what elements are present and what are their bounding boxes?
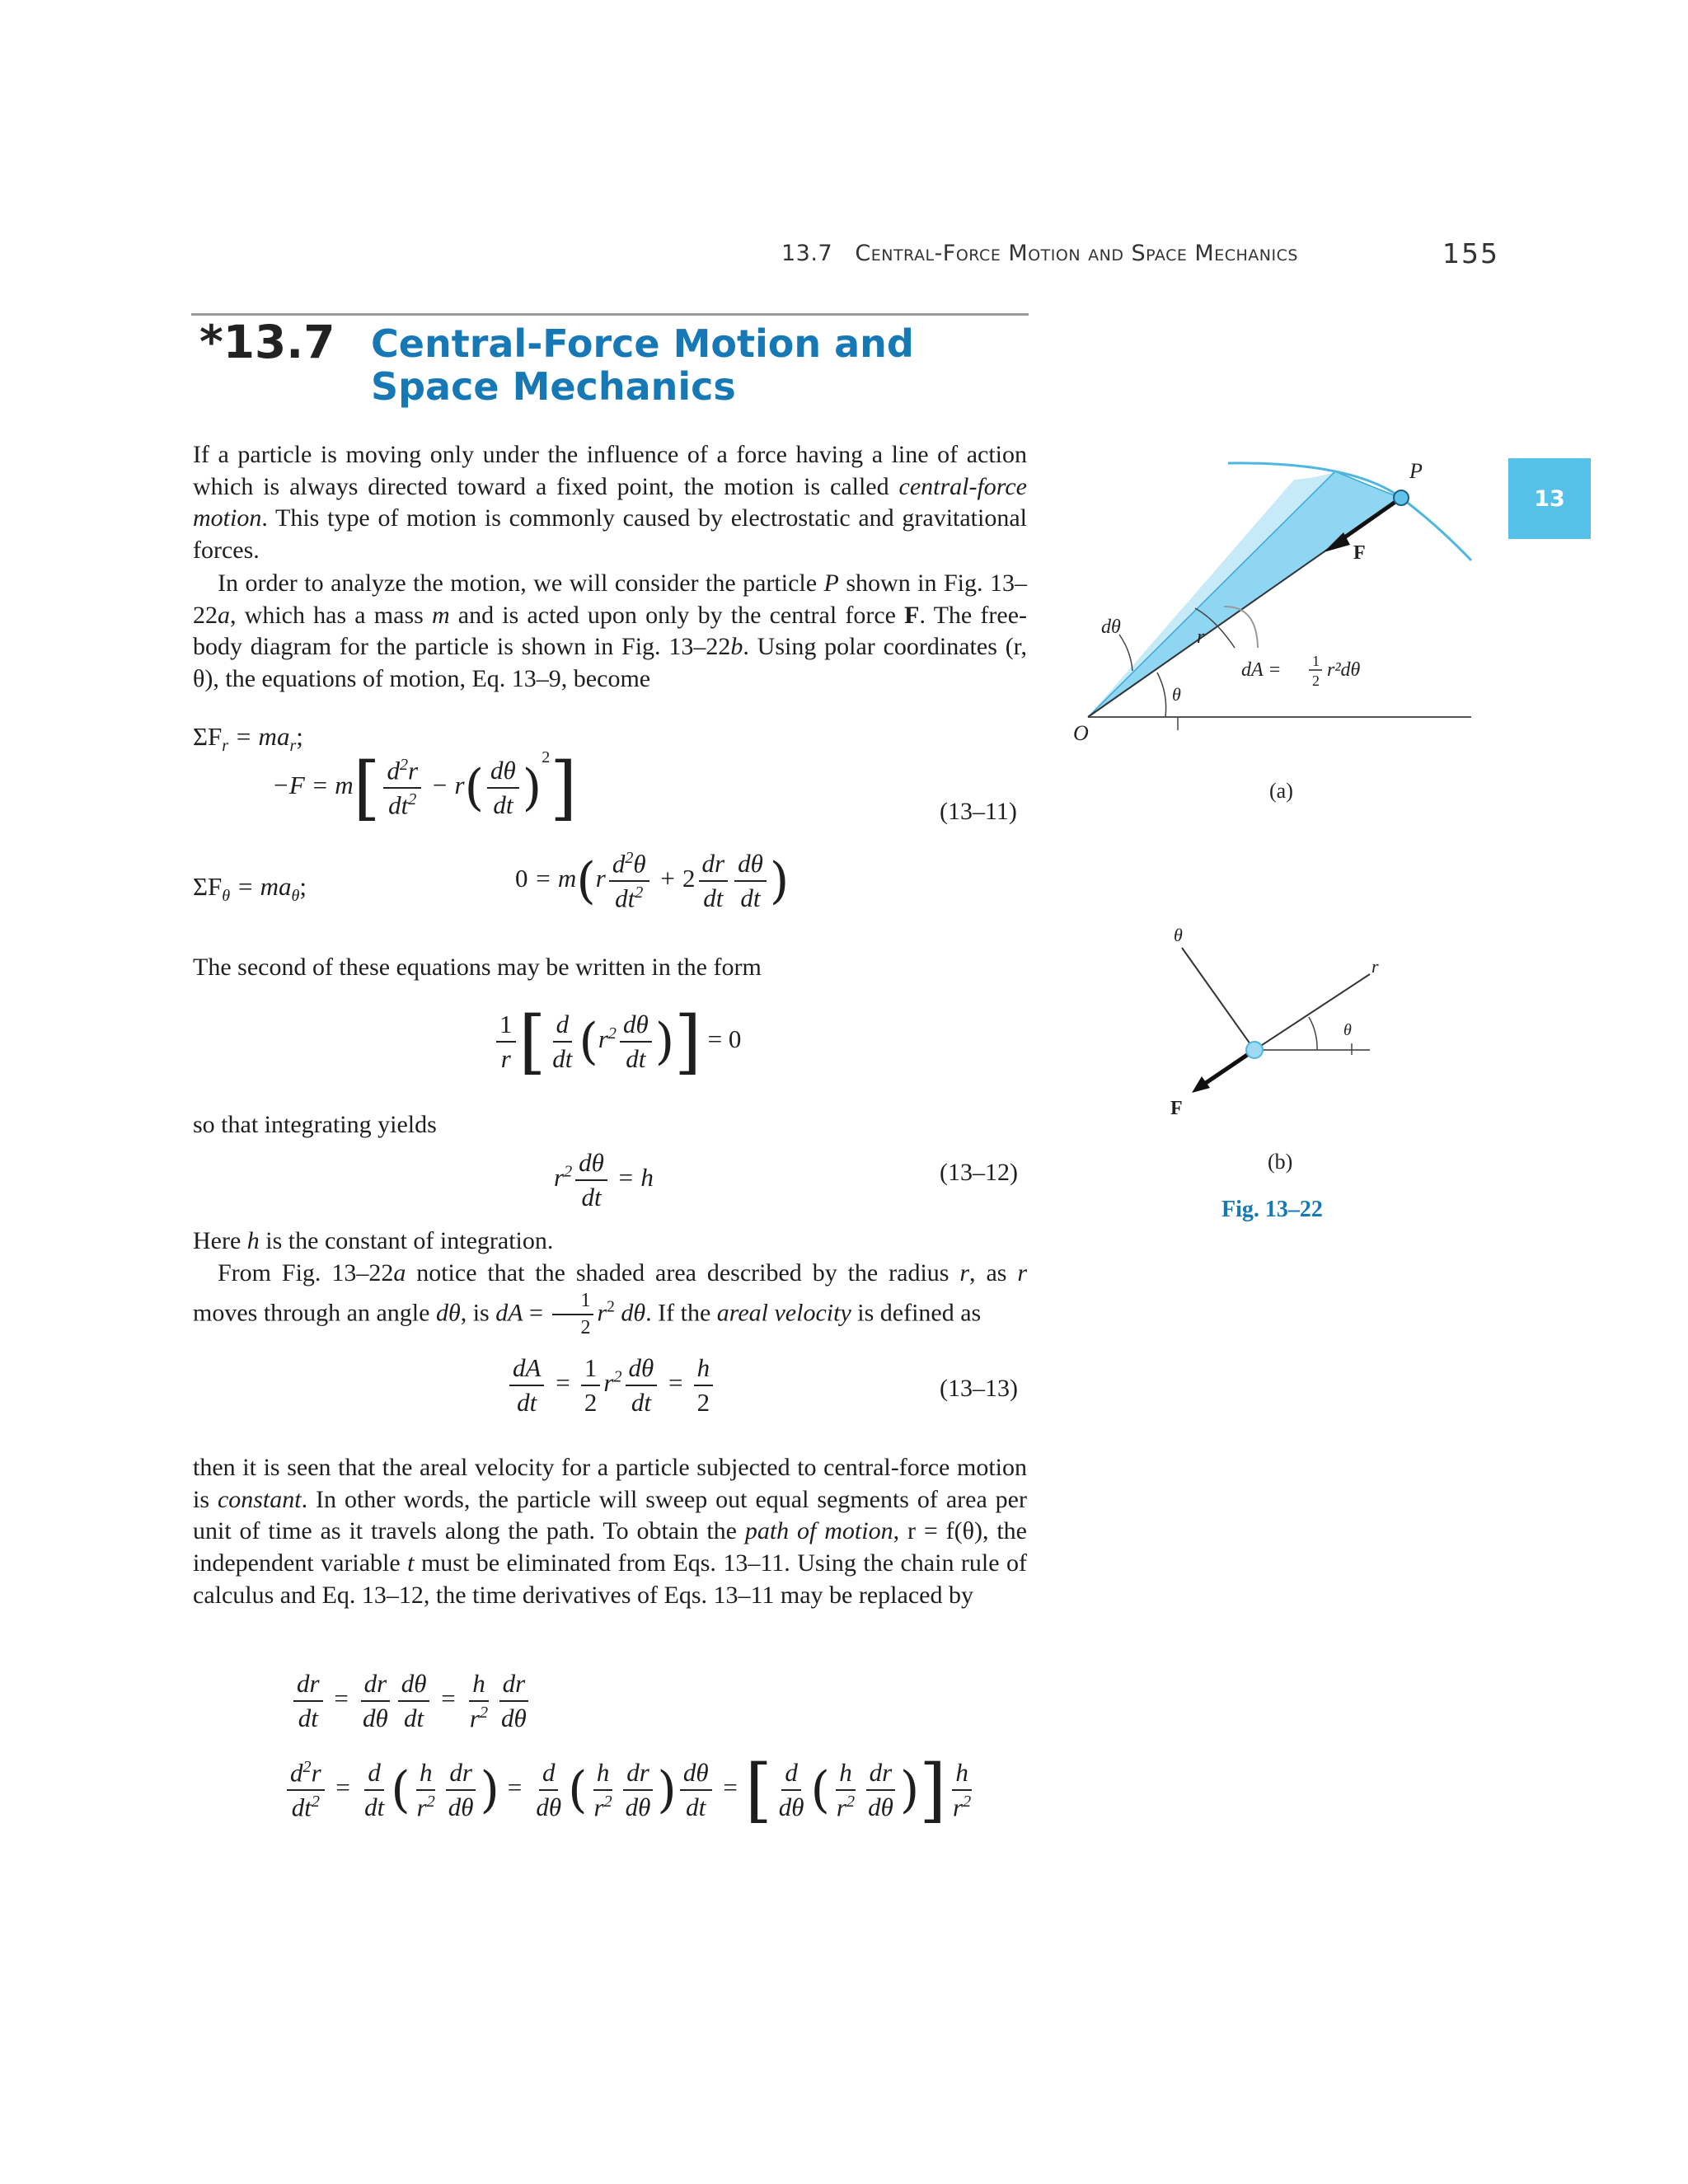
text-span: = ma <box>236 872 292 901</box>
text-span: , is <box>460 1299 496 1327</box>
figure-13-22b <box>1154 923 1401 1129</box>
text-span: , r = f(θ), the independent variable <box>193 1517 1027 1577</box>
text-span: m <box>431 601 450 629</box>
paragraph-1 <box>193 439 1027 567</box>
text-span: a <box>218 601 230 629</box>
text-span: areal velocity <box>716 1299 851 1327</box>
text-span: θ <box>222 887 231 906</box>
text-span: In order to analyze the motion, we will consider the particle <box>218 569 824 597</box>
dtheta-leader <box>1119 635 1132 671</box>
paragraph-7 <box>193 1452 1027 1612</box>
page-number: 155 <box>1442 237 1499 269</box>
text-span: must be eliminated from Eqs. 13–11. Using the chain rule of calculus and Eq. 13–12, the time derivatives of Eqs. 13–11 may be replaced by <box>193 1549 1027 1609</box>
equation-number-13: (13–13) <box>940 1375 1018 1402</box>
equation-areal-derivative: $\frac{1}{r}$ [ $\frac{d}{dt}$ ($r^2$ $\frac{d\theta}{dt}$ )] = 0 <box>493 1007 741 1076</box>
header-section-title: Central-Force Motion and Space Mechanics <box>855 241 1298 266</box>
equation-number-11: (13–11) <box>940 798 1017 825</box>
text-span: and is acted upon only by the central force <box>449 601 905 629</box>
text-span: is the constant of integration. <box>259 1227 554 1254</box>
chapter-tab: 13 <box>1508 458 1591 539</box>
text-span: . Using polar coordinates (r, θ), the equations of motion, Eq. 13–9, become <box>193 633 1027 693</box>
text-span: is defined as <box>851 1299 982 1327</box>
label-o: O <box>1073 721 1089 745</box>
equation-dr-dt: $\frac{dr}{dt}$ = $\frac{dr}{d\theta}$ $\frac{d\theta}{dt}$ = $\frac{h}{r^2}$ $\frac{dr}{d\theta}$ <box>290 1669 533 1733</box>
theta-arc-b <box>1309 1017 1317 1050</box>
particle-b <box>1246 1042 1263 1058</box>
equation-12: $r^2$ $\frac{d\theta}{dt}$ = h <box>554 1148 654 1212</box>
section-title: Central-Force Motion and Space Mechanics <box>371 321 914 409</box>
half-numerator: 1 <box>1312 653 1320 669</box>
paragraph-5 <box>193 1226 1027 1258</box>
text-span: If a particle is moving only under the influence of a force having a line of action which is always directed toward a fixed point, the motion is called <box>193 441 1027 500</box>
equation-d2r-dt2: $\frac{d^2r}{dt^2}$ = $\frac{d}{dt}$ ( $\frac{h}{r^2}$ $\frac{dr}{d\theta}$ ) = $\frac{d}{d\theta}$ ( $\frac{h}{r^2}$ $\frac{dr}{d\theta}$ ) $\frac{d\theta}{dt}$ = [ $\frac{d}{d\theta}$ ( $\frac{h}{r^2}$ $\frac{dr}{d\theta}$ )] $\frac{h}{r^2}$ <box>284 1755 978 1825</box>
text-span: . In other words, the particle will sweep out equal segments of area per unit of time as it travels along the path. To obtain the <box>193 1485 1027 1545</box>
text-span: central-force motion <box>193 472 1027 532</box>
text-span: h <box>246 1227 260 1254</box>
particle-p <box>1394 490 1409 505</box>
label-theta-b: θ <box>1343 1021 1352 1039</box>
text-span: a <box>393 1259 406 1286</box>
equation-transverse: 0 = m(r $\frac{d^2\theta}{dt^2}$ + 2 $\frac{dr}{dt}$ $\frac{d\theta}{dt}$ ) <box>515 849 790 913</box>
text-span: then it is seen that the areal velocity for a particle subjected to central-force motion is <box>193 1454 1027 1513</box>
label-p: P <box>1409 459 1423 483</box>
text-span: r <box>222 737 229 756</box>
text-span: . If the <box>645 1299 717 1327</box>
text-span: r <box>1017 1259 1028 1286</box>
figure-label: Fig. 13–22 <box>1221 1197 1323 1222</box>
text-span: path of motion <box>744 1517 893 1545</box>
section-number: *13.7 <box>199 316 335 368</box>
header-section-number: 13.7 <box>781 241 833 266</box>
label-da: dA = <box>1241 659 1282 681</box>
text-span: . The free-body diagram for the particle is shown in Fig. 13–22 <box>193 601 1028 661</box>
text-span: r <box>959 1259 970 1286</box>
equation-number-12: (13–12) <box>940 1159 1018 1186</box>
text-span: = ma <box>234 722 290 751</box>
caption-a: (a) <box>1269 779 1293 803</box>
caption-b: (b) <box>1268 1150 1293 1174</box>
text-span: . This type of motion is commonly caused by electrostatic and gravitational forces. <box>193 504 1027 565</box>
text-span: θ <box>291 887 300 906</box>
label-theta-a: θ <box>1172 684 1181 705</box>
force-arrowhead-b <box>1192 1076 1210 1093</box>
label-r-a: r <box>1197 626 1205 648</box>
force-arrow-b <box>1203 1050 1254 1085</box>
label-dtheta: dθ <box>1101 616 1121 638</box>
paragraph-3: The second of these equations may be written in the form <box>193 954 762 981</box>
half-denominator: 2 <box>1312 673 1320 689</box>
label-r2dtheta: r²dθ <box>1327 659 1361 681</box>
text-span: Here <box>193 1227 247 1254</box>
text-span: notice that the shaded area described by the radius <box>406 1259 960 1286</box>
text-span: moves through an angle <box>193 1299 436 1327</box>
label-r-b: r <box>1372 956 1379 977</box>
label-theta-axis: θ <box>1174 925 1183 945</box>
text-span: dθ <box>435 1299 461 1327</box>
paragraph-6: From Fig. 13–22a notice that the shaded area described by the radius r, as r moves through an angle dθ, is dA = $\frac{1}{2}$ $r^2$ dθ. If the areal velocity is defined as <box>193 1259 1028 1339</box>
label-f-a: F <box>1353 542 1366 564</box>
text-span: ΣF <box>193 872 223 901</box>
theta-axis <box>1182 948 1254 1050</box>
r-axis <box>1254 974 1370 1050</box>
equation-13: $\frac{dA}{dt}$ = $\frac{1}{2}$ $r^2$ $\frac{d\theta}{dt}$ = $\frac{h}{2}$ <box>506 1353 716 1417</box>
text-span: , which has a mass <box>230 601 432 629</box>
theta-arc <box>1157 673 1166 717</box>
text-span: shown in Fig. 13–22 <box>193 569 1027 629</box>
paragraph-2 <box>193 568 1027 696</box>
running-header <box>781 241 1298 266</box>
text-span: , as <box>969 1259 1018 1286</box>
paragraph-4: so that integrating yields <box>193 1111 437 1138</box>
text-span: t <box>407 1549 415 1577</box>
text-span: From Fig. 13–22 <box>218 1259 394 1286</box>
label-f-b: F <box>1170 1098 1183 1119</box>
equation-radial: −F = m[ $\frac{d^2r}{dt^2}$ − r( $\frac{d\theta}{dt}$ )$^2$] <box>272 747 578 828</box>
text-span: r <box>289 737 297 756</box>
radial-equation-label: $\Sigma F_r = ma_r$; <box>193 722 303 756</box>
text-span: F <box>904 601 920 629</box>
text-span: P <box>823 569 839 597</box>
transverse-equation-label: $\Sigma F_\theta = ma_\theta$; <box>193 872 307 906</box>
text-span: b <box>730 633 743 661</box>
text-span: ΣF <box>193 722 223 751</box>
text-span: constant <box>217 1485 302 1513</box>
